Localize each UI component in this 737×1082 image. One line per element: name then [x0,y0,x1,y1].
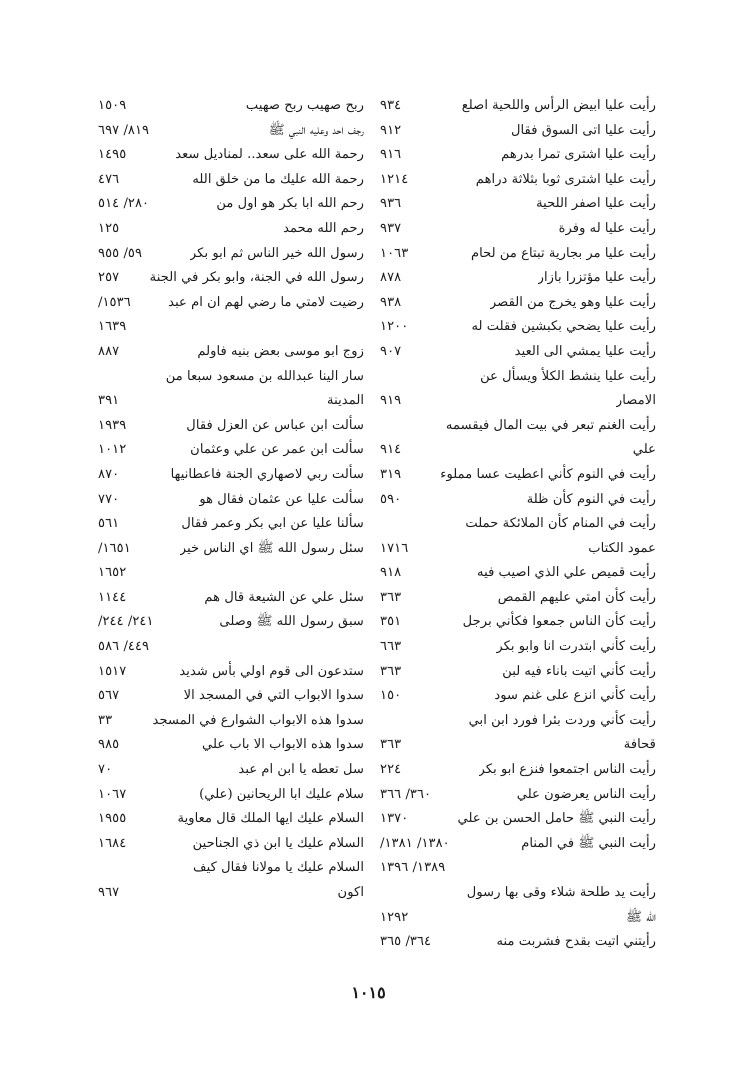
entry-page-ref: ٥٩/ ٩٥٥ [98,245,143,261]
index-entry [380,881,656,906]
entry-text: رأيت في النوم كأن ظلة [526,491,656,507]
index-entry [98,291,364,316]
page-number: ١٠١٥ [351,983,386,1002]
entry-text: رأيت النبي ﷺ حامل الحسن بن علي [457,811,656,827]
entry-page-ref: ٣٦٣ [380,737,402,753]
index-entry [380,414,656,439]
entry-text: رسول الله في الجنة، وابو بكر في الجنة [149,270,364,286]
entry-text: رحمة الله عليك ما من خلق الله [192,171,364,187]
index-entry [98,635,364,660]
entry-text: سألت ابن عباس عن العزل فقال [186,417,364,433]
entry-page-ref: ١٦٥٢ [98,565,127,581]
index-column-right [380,94,656,955]
entry-page-ref: ٩٣٧ [380,220,402,236]
index-entry [380,119,656,144]
entry-text: السلام عليك يا مولانا فقال كيف [192,860,364,876]
entry-page-ref: ٩٠٧ [380,343,402,359]
entry-page-ref: ٣٦٣ [380,663,402,679]
index-entry [98,365,364,390]
entry-text: رأيتني اتيت بقدح فشربت منه [496,934,656,950]
entry-text: سلام عليك ابا الريحانين (علي) [199,786,364,802]
index-entry [98,856,364,881]
index-entry [380,488,656,513]
entry-text: سألنا عليا عن ابي بكر وعمر فقال [181,516,364,532]
entry-text: سدوا الابواب التي في المسجد الا [183,688,364,704]
entry-page-ref: ٩١٤ [380,442,402,458]
entry-page-ref: ١٣٧٠ [380,811,409,827]
entry-page-ref: ١٥٠ [380,688,402,704]
index-entry [98,119,364,144]
entry-text: رأيت عليا يمشي الى العيد [514,343,656,359]
entry-page-ref: ١٣٨٩/ ١٣٩٦ [380,860,446,876]
entry-text: رأيت عليا اشترى تمرا بدرهم [501,147,656,163]
entry-page-ref: ٩٣٨ [380,294,402,310]
entry-text: سألت ابن عمر عن علي وعثمان [190,442,364,458]
index-entry [98,192,364,217]
entry-page-ref: ١٢١٤ [380,171,409,187]
entry-text: رأيت في النوم كأني اعطيت عسا مملوء [440,466,656,482]
index-entry [380,660,656,685]
entry-text: رأيت كأن امتي عليهم القمص [497,589,656,605]
entry-page-ref: ٣٦٠/ ٣٦٦ [380,786,432,802]
entry-text: رأيت قميص علي الذي اصيب فيه [477,565,656,581]
index-entry [380,906,656,931]
index-entry [98,389,364,414]
entry-page-ref: ٣٩١ [98,393,120,409]
index-entry [98,168,364,193]
index-entry [380,266,656,291]
entry-text: رأيت الناس يعرضون علي [516,786,656,802]
index-entry [380,856,656,881]
index-entry [98,266,364,291]
index-entry [98,143,364,168]
index-entry [380,537,656,562]
index-entry [380,733,656,758]
entry-page-ref: ٩١٦ [380,147,402,163]
entry-page-ref: ٢٤١/ ٢٤٤/ [98,614,154,630]
entry-page-ref: ١٠٦٧ [98,786,127,802]
index-entry [98,340,364,365]
index-entry [98,758,364,783]
index-entry [98,561,364,586]
entry-page-ref: ١١٤٤ [98,589,127,605]
entry-text: الله ﷺ [626,909,656,925]
index-entry [98,660,364,685]
entry-page-ref: ٨٧٠ [98,466,120,482]
entry-page-ref: ٦٦٣ [380,639,402,655]
entry-page-ref: ١٦٥١/ [98,540,131,556]
entry-text: قحافة [623,737,656,753]
entry-page-ref: ١٤٩٥ [98,147,127,163]
index-entry [380,217,656,242]
entry-text: رأيت يد طلحة شلاء وقى بها رسول [466,885,656,900]
entry-page-ref: ١٠١٢ [98,442,127,458]
entry-text: سار الينا عبدالله بن مسعود سبعا من [165,368,364,384]
index-entry [380,192,656,217]
entry-page-ref: ٤٤٩/ ٥٨٦ [98,639,150,655]
index-entry [380,832,656,857]
entry-text: رأيت كأن الناس جمعوا فكأني برجل [462,614,656,630]
entry-text: سدوا هذه الابواب الشوارع في المسجد [152,712,364,728]
entry-text: سألت عليا عن عثمان فقال هو [199,491,364,507]
entry-page-ref: ٧٧٠ [98,491,120,507]
entry-text: سألت ربي لاصهاري الجنة فاعطانيها [170,466,364,482]
index-entry [380,365,656,390]
index-entry [380,758,656,783]
entry-text: رأيت عليا وهو يخرج من القصر [489,294,656,310]
entry-text: رأيت عليا مر بجارية تبتاع من لحام [470,245,656,261]
index-entry [380,783,656,808]
entry-page-ref: ١٥٠٩ [98,98,127,113]
entry-text: رأيت عليا ينشط الكلأ ويسأل عن [480,368,656,384]
entry-text: رضيت لامتي ما رضي لهم ان ام عبد [168,294,364,310]
index-entry [98,463,364,488]
entry-page-ref: ١٢٠٠ [380,319,409,335]
index-entry [98,242,364,267]
entry-page-ref: ١٢٩٢ [380,909,409,925]
index-entry [98,684,364,709]
entry-page-ref: ٩١٩ [380,393,402,409]
entry-text: ستدعون الى قوم اولي بأس شديد [179,663,364,679]
entry-text: رأيت كأني انزع على غنم سود [494,688,656,704]
index-entry [380,709,656,734]
entry-page-ref: ١٥٣٦/ [98,294,131,310]
index-entry [98,586,364,611]
entry-text: اكون [337,885,364,900]
entry-text: رحمة الله على سعد.. لمناديل سعد [175,147,364,163]
entry-text: رأيت كأني وردت بئرا فورد ابن ابي [468,712,656,728]
entry-text: رأيت الناس اجتمعوا فنزع ابو بكر [478,762,656,778]
entry-page-ref: ١٩٥٥ [98,811,127,827]
index-entry [380,463,656,488]
entry-page-ref: ٩٣٦ [380,196,402,212]
entry-page-ref: ٥٦١ [98,516,120,532]
entry-page-ref: ٥٩٠ [380,491,402,507]
index-entry [380,94,656,119]
entry-page-ref: ٩١٨ [380,565,402,581]
index-entry [98,438,364,463]
entry-page-ref: ١٥١٧ [98,663,127,679]
entry-page-ref: ١٩٣٩ [98,417,127,433]
entry-text: سئل رسول الله ﷺ اي الناس خير [179,540,364,556]
entry-text: زوج ابو موسى بعض بنيه فاولم [197,343,364,359]
entry-text: علي [632,442,656,458]
entry-page-ref: ٩١٢ [380,122,402,138]
entry-text: رأيت عليا ابيض الرأس واللحية اصلع [461,98,656,113]
index-entry [380,635,656,660]
index-entry [380,340,656,365]
entry-text: سئل علي عن الشيعة قال هم [204,589,364,605]
index-entry [98,217,364,242]
entry-text: الامصار [615,393,656,409]
entry-page-ref: ٨٧٨ [380,270,402,286]
entry-text: رأيت عليا اصفر اللحية [536,196,656,212]
entry-text: رأيت كأني ابتدرت انا وابو بكر [496,639,656,655]
entry-text: رأيت عليا مؤتزرا بازار [537,270,656,286]
index-entry [380,291,656,316]
entry-text: رأيت عليا يضحي بكبشين فقلت له [471,319,656,335]
index-entry [98,537,364,562]
index-entry [380,561,656,586]
index-entry [98,414,364,439]
index-entry [98,881,364,906]
index-entry [380,807,656,832]
entry-page-ref: ٩٨٥ [98,737,120,753]
entry-text: ربح صهيب ربح صهيب [245,98,364,113]
entry-text: السلام عليك يا ابن ذي الجناحين [192,835,364,851]
index-column-left [98,94,364,906]
entry-page-ref: ٢٥٧ [98,270,120,286]
entry-page-ref: ١٣٨٠/ ١٣٨١/ [380,835,450,851]
entry-text: رأيت عليا له وفرة [558,220,656,236]
index-entry [380,168,656,193]
entry-text: سبق رسول الله ﷺ وصلى [219,614,364,630]
entry-page-ref: ١٦٨٤ [98,835,127,851]
entry-text: السلام عليك ايها الملك قال معاوية [177,811,364,827]
index-entry [380,438,656,463]
entry-page-ref: ١٦٣٩ [98,319,127,335]
index-entry [380,315,656,340]
index-entry [380,586,656,611]
entry-text: عمود الكتاب [588,540,656,556]
entry-text: رأيت كأني اتيت باناء فيه لبن [502,663,656,679]
entry-text: رأيت عليا اشترى ثوبا بثلاثة دراهم [475,171,656,187]
entry-page-ref: ٣٣ [98,712,113,728]
entry-page-ref: ٨٨٧ [98,343,120,359]
index-entry [380,512,656,537]
index-entry [380,143,656,168]
entry-page-ref: ٥٦٧ [98,688,120,704]
index-entry [98,733,364,758]
index-entry [98,488,364,513]
entry-page-ref: ١٢٥ [98,220,120,236]
index-entry [98,610,364,635]
index-entry [380,389,656,414]
entry-page-ref: ٣٥١ [380,614,402,630]
index-entry [380,930,656,955]
index-entry [98,807,364,832]
index-entry [98,783,364,808]
entry-page-ref: ١٠٦٣ [380,245,409,261]
entry-text: رحم الله ابا بكر هو اول من [216,196,364,212]
index-entry [98,94,364,119]
entry-page-ref: ٣٦٣ [380,589,402,605]
entry-text: رحم الله محمد [283,220,364,236]
entry-page-ref: ٤٧٦ [98,171,120,187]
index-entry [380,242,656,267]
entry-page-ref: ٧٠ [98,762,113,778]
entry-page-ref: ٢٨٠/ ٥١٤ [98,196,150,212]
entry-text: رأيت في المنام كأن الملائكة حملت [465,516,656,532]
entry-text: رأيت عليا اتى السوق فقال [510,122,656,138]
entry-page-ref: ٢٢٤ [380,762,402,778]
entry-text: سل تعطه يا ابن ام عبد [238,762,364,778]
entry-text: رسول الله خير الناس ثم ابو بكر [189,245,364,261]
index-entry [98,512,364,537]
entry-page-ref: ٣١٩ [380,466,402,482]
entry-text: رأيت النبي ﷺ في المنام [521,835,656,851]
entry-text: رأيت الغنم تبعر في بيت المال فيقسمه [445,417,656,433]
index-entry [98,315,364,340]
index-entry [380,610,656,635]
entry-text: المدينة [327,393,364,409]
entry-text: سدوا هذه الابواب الا باب علي [201,737,364,753]
entry-page-ref: ٩٣٤ [380,98,402,113]
index-entry [380,684,656,709]
entry-page-ref: ٨١٩/ ٦٩٧ [98,122,150,138]
index-entry [98,709,364,734]
entry-text: رجف احد وعليه النبي ﷺ [268,122,364,138]
entry-page-ref: ٩٦٧ [98,885,120,900]
entry-page-ref: ١٧١٦ [380,540,409,556]
entry-page-ref: ٣٦٤/ ٣٦٥ [380,934,432,950]
index-entry [98,832,364,857]
